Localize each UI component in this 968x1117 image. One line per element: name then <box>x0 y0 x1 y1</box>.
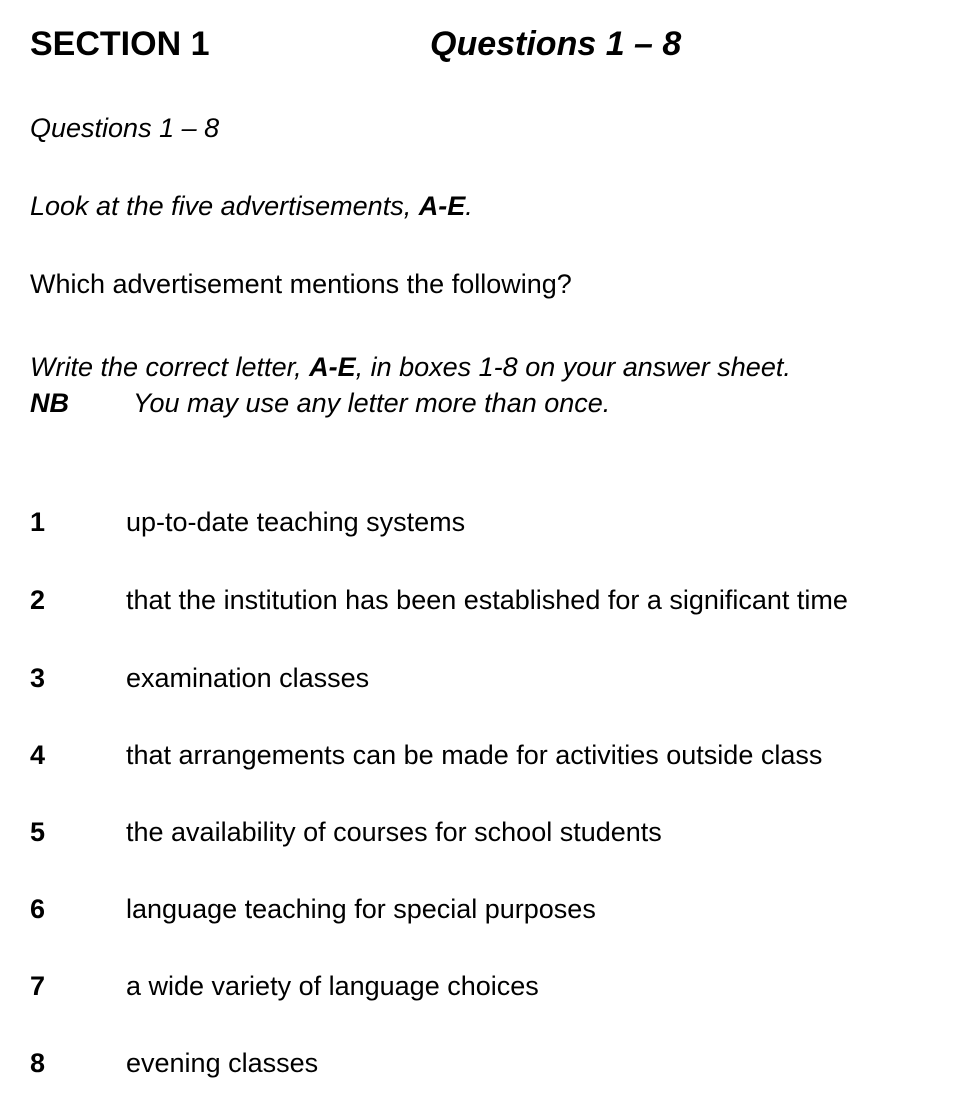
instruction-write-post: , in boxes 1-8 on your answer sheet. <box>355 352 791 382</box>
question-text: evening classes <box>126 1048 319 1078</box>
question-text: language teaching for special purposes <box>126 894 596 924</box>
question-text: that the institution has been established for a significant time <box>126 585 848 615</box>
question-text: examination classes <box>126 663 370 693</box>
instruction-look <box>30 188 473 224</box>
question-number: 1 <box>30 507 46 537</box>
question-number: 2 <box>30 585 46 615</box>
instruction-write-pre: Write the correct letter, <box>30 352 310 382</box>
instruction-which: Which advertisement mentions the following? <box>30 269 572 299</box>
question-number: 8 <box>30 1048 46 1078</box>
instruction-write-bold: A-E <box>309 352 356 382</box>
question-number: 6 <box>30 894 46 924</box>
question-text: that arrangements can be made for activities outside class <box>126 740 823 770</box>
instruction-look-bold: A-E <box>418 191 466 221</box>
question-number: 4 <box>30 740 46 770</box>
question-text: the availability of courses for school students <box>126 817 662 847</box>
section-title: SECTION 1 <box>30 25 210 63</box>
questions-range-title: Questions 1 – 8 <box>430 25 682 63</box>
instruction-nb <box>30 385 611 421</box>
questions-subtitle: Questions 1 – 8 <box>30 113 220 143</box>
nb-label: NB <box>30 388 69 418</box>
question-number: 5 <box>30 817 46 847</box>
question-text: a wide variety of language choices <box>126 971 539 1001</box>
question-number: 7 <box>30 971 46 1001</box>
nb-text: You may use any letter more than once. <box>133 388 611 418</box>
question-text: up-to-date teaching systems <box>126 507 466 537</box>
instruction-write <box>30 349 791 385</box>
instruction-look-pre: Look at the five advertisements, <box>30 191 419 221</box>
instruction-look-post: . <box>465 191 473 221</box>
question-number: 3 <box>30 663 46 693</box>
page-header <box>30 24 682 64</box>
